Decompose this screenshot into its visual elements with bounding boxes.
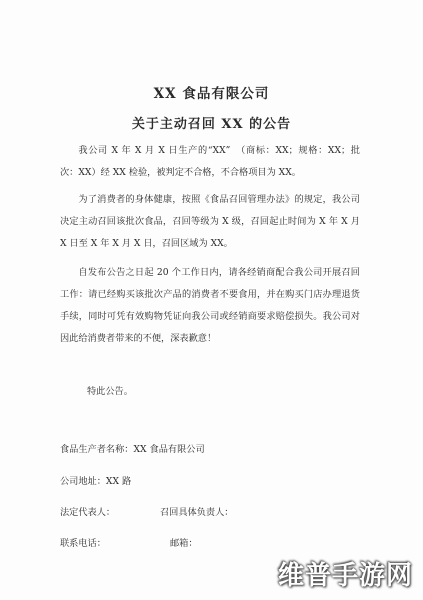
producer-field: 食品生产者名称：XX 食品有限公司 [60, 444, 205, 455]
recall-person-field: 召回具体负责人： [160, 507, 234, 518]
paragraph-2: 为了消费者的身体健康，按照《食品召回管理办法》的规定，我公司决定主动召回该批次食品，召回等级为 X 级，召回起止时间为 X 年 X 月 X 日至 X 年 X 月 X 日，召回区域为 XX。 [60, 194, 360, 249]
email-field: 邮箱： [170, 538, 198, 549]
paragraph-3: 自发布公告之日起 20 个工作日内，请各经销商配合我公司开展召回工作：请已经购买该批次产品的消费者不要食用，并在购买门店办理退货手续，同时可凭有效购物凭证向我公司或经销商要求赔偿损失。我公司对因此给消费者带来的不便，深表歉意！ [60, 267, 360, 344]
address-field: 公司地址：XX 路 [60, 476, 132, 487]
legal-rep-field: 法定代表人： [60, 507, 116, 518]
representatives-row [60, 506, 234, 520]
company-title: XX 食品有限公司 [153, 86, 270, 102]
closing-text: 特此公告。 [87, 386, 133, 397]
contact-row [60, 537, 198, 551]
phone-field: 联系电话： [60, 538, 106, 549]
watermark-logo: 维普手游网 [277, 561, 413, 591]
paragraph-1: 我公司 X 年 X 月 X 日生产的“XX” （商标：XX；规格：XX；批次：XX）经 XX 检验，被判定不合格，不合格项目为 XX。 [60, 145, 360, 178]
notice-title: 关于主动召回 XX 的公告 [131, 117, 292, 132]
